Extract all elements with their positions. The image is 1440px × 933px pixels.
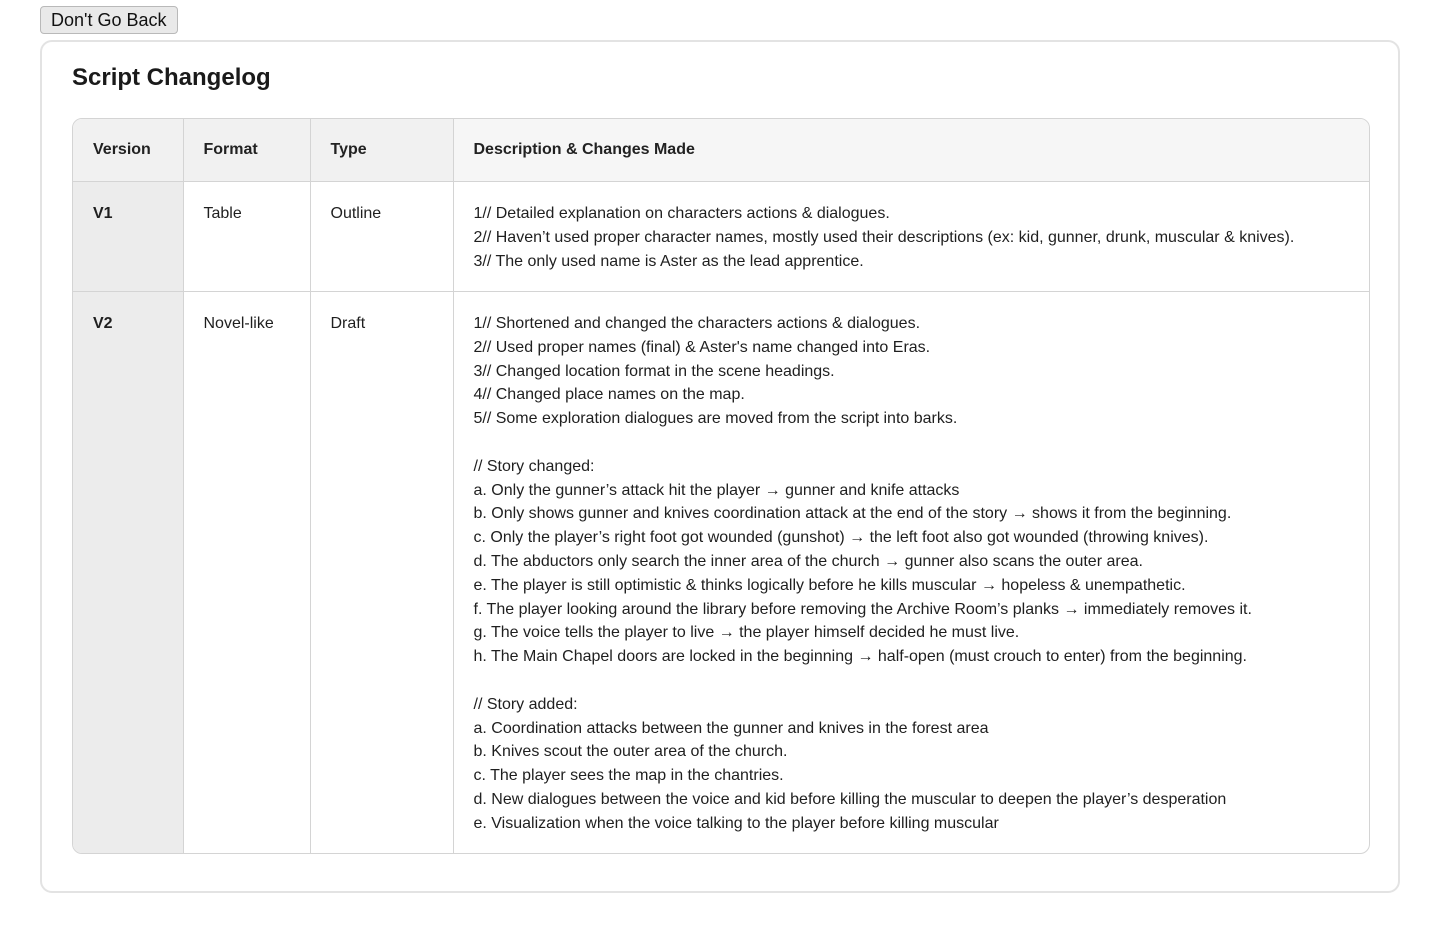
changelog-card [40,40,1400,893]
description-spacer [474,431,1350,455]
description-line: 4// Changed place names on the map. [473,386,745,404]
description-cell [453,292,1369,854]
header-type: Type [310,119,453,182]
description-line: c. Only the player’s right foot got wounded (gunshot) → the left foot also got wounded (throwing knives). [473,529,1209,547]
page-title: Script Changelog [72,64,271,91]
changelog-table-container [72,118,1370,854]
type-cell: Outline [310,182,453,292]
description-line: 3// Changed location format in the scene headings. [473,362,835,380]
version-cell: V1 [73,182,183,292]
dont-go-back-button[interactable]: Don't Go Back [40,6,178,34]
description-line: e. The player is still optimistic & thinks logically before he kills muscular → hopeless & unempathetic. [473,576,1186,594]
version-cell: V2 [73,292,183,854]
description-line: f. The player looking around the library before removing the Archive Room’s planks → immediately removes it. [473,600,1252,618]
type-cell: Draft [310,292,453,854]
table-row [73,292,1369,854]
header-format: Format [183,119,310,182]
table-header-row [73,119,1369,182]
description-spacer [474,669,1350,693]
header-version: Version [73,119,183,182]
description-line: 3// The only used name is Aster as the lead apprentice. [473,252,864,270]
description-line: h. The Main Chapel doors are locked in the beginning → half-open (must crouch to enter) from the beginning. [473,648,1247,666]
description-line: 2// Used proper names (final) & Aster's name changed into Eras. [473,338,931,356]
changelog-table [73,119,1369,853]
description-cell [453,182,1369,292]
format-cell: Novel-like [183,292,310,854]
format-cell: Table [183,182,310,292]
description-line: d. The abductors only search the inner area of the church → gunner also scans the outer area. [473,552,1143,570]
description-line: 5// Some exploration dialogues are moved from the script into barks. [473,410,958,428]
description-line: e. Visualization when the voice talking to the player before killing muscular [473,814,999,832]
description-line: // Story changed: [473,457,595,475]
description-line: b. Knives scout the outer area of the church. [473,743,788,761]
description-line: // Story added: [473,695,578,713]
header-description: Description & Changes Made [453,119,1369,182]
description-line: d. New dialogues between the voice and kid before killing the muscular to deepen the player’s desperation [473,790,1227,808]
table-row [73,182,1369,292]
description-line: 1// Detailed explanation on characters actions & dialogues. [473,205,890,222]
description-line: 1// Shortened and changed the characters actions & dialogues. [473,315,921,332]
description-line: 2// Haven’t used proper character names, mostly used their descriptions (ex: kid, gunner, drunk, muscular & knives). [473,228,1295,246]
description-line: g. The voice tells the player to live → the player himself decided he must live. [473,624,1020,642]
description-line: b. Only shows gunner and knives coordination attack at the end of the story → shows it from the beginning. [473,505,1232,523]
description-line: a. Only the gunner’s attack hit the player → gunner and knife attacks [473,481,960,499]
description-line: a. Coordination attacks between the gunner and knives in the forest area [473,719,989,737]
description-line: c. The player sees the map in the chantries. [473,767,784,785]
